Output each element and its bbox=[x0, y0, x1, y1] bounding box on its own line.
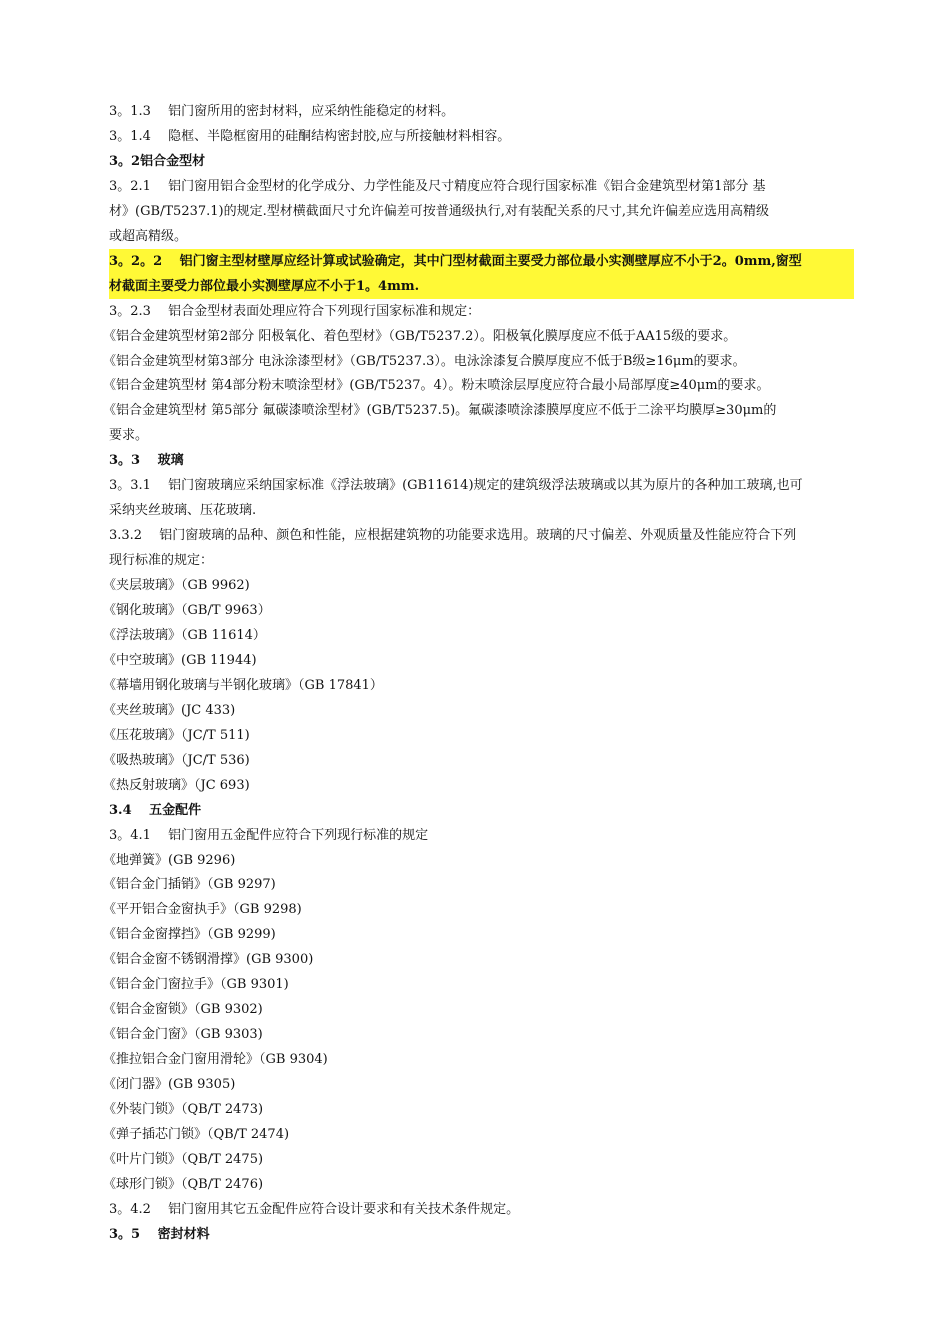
text-line: 采纳夹丝玻璃、压花玻璃. bbox=[109, 503, 257, 519]
text-line: 3。4.1 铝门窗用五金配件应符合下列现行标准的规定 bbox=[109, 827, 429, 843]
text-line: 《浮法玻璃》（GB 11614） bbox=[103, 627, 266, 643]
text-line: 3。3 玻璃 bbox=[109, 453, 184, 469]
text-line: 3.3.2 铝门窗玻璃的品种、颜色和性能，应根据建筑物的功能要求选用。玻璃的尺寸偏差、外观质量及性能应符合下列 bbox=[109, 528, 797, 544]
text-line: 或超高精级。 bbox=[109, 228, 188, 244]
text-line: 材截面主要受力部位最小实测壁厚应不小于1。4mm. bbox=[109, 274, 854, 299]
text-line: 3。5 密封材料 bbox=[109, 1226, 210, 1242]
text-line: 材》(GB/T5237.1)的规定.型材横截面尺寸允许偏差可按普通级执行,对有装配关系的尺寸,其允许偏差应选用高精级 bbox=[109, 203, 770, 219]
text-line: 《叶片门锁》（QB/T 2475) bbox=[103, 1151, 264, 1167]
text-line: 《铝合金建筑型材 第5部分 氟碳漆喷涂型材》(GB/T5237.5)。氟碳漆喷涂漆膜厚度应不低于二涂平均膜厚≥30μm的 bbox=[103, 403, 777, 419]
text-line: 《铝合金窗锁》（GB 9302) bbox=[103, 1002, 263, 1018]
text-line: 《推拉铝合金门窗用滑轮》（GB 9304) bbox=[103, 1052, 328, 1068]
text-line: 《外装门锁》（QB/T 2473) bbox=[103, 1102, 264, 1117]
text-line: 《吸热玻璃》（JC/T 536) bbox=[103, 752, 250, 768]
text-line: 3。4.2 铝门窗用其它五金配件应符合设计要求和有关技术条件规定。 bbox=[109, 1201, 520, 1217]
text-line: 3。2.1 铝门窗用铝合金型材的化学成分、力学性能及尺寸精度应符合现行国家标准《铝合金建筑型材第1部分 基 bbox=[109, 178, 766, 194]
text-line: 要求。 bbox=[109, 428, 149, 444]
text-line: 《球形门锁》（QB/T 2476) bbox=[103, 1176, 264, 1192]
text-line: 《闭门器》(GB 9305) bbox=[103, 1077, 236, 1093]
text-line: 《钢化玻璃》（GB/T 9963） bbox=[103, 603, 271, 618]
text-line: 3。1.4 隐框、半隐框窗用的硅酮结构密封胶,应与所接触材料相容。 bbox=[109, 128, 511, 144]
text-line: 《弹子插芯门锁》（QB/T 2474) bbox=[103, 1126, 290, 1142]
text-line: 《铝合金门窗拉手》（GB 9301) bbox=[103, 977, 289, 993]
text-line: 3.4 五金配件 bbox=[109, 802, 202, 818]
text-line: 3。2。2 铝门窗主型材壁厚应经计算或试验确定，其中门型材截面主要受力部位最小实测壁厚应不小于2。0mm,窗型 bbox=[109, 249, 854, 274]
text-line: 《幕墙用钢化玻璃与半钢化玻璃》（GB 17841） bbox=[103, 677, 383, 693]
text-line: 《铝合金门窗》（GB 9303) bbox=[103, 1027, 263, 1043]
text-line: 《铝合金门插销》（GB 9297) bbox=[103, 877, 276, 893]
text-line: 《铝合金窗撑挡》（GB 9299) bbox=[103, 927, 276, 943]
text-line: 《平开铝合金窗执手》（GB 9298) bbox=[103, 902, 302, 918]
text-line: 《热反射玻璃》（JC 693) bbox=[103, 777, 250, 793]
text-line: 《中空玻璃》(GB 11944) bbox=[103, 652, 257, 668]
text-line: 3。2铝合金型材 bbox=[109, 153, 206, 169]
text-line: 3。2.3 铝合金型材表面处理应符合下列现行国家标准和规定： bbox=[109, 303, 481, 319]
text-line: 《铝合金建筑型材第2部分 阳极氧化、着色型材》（GB/T5237.2）。阳极氧化膜厚度应不低于AA15级的要求。 bbox=[103, 328, 737, 344]
text-line: 《铝合金建筑型材第3部分 电泳涂漆型材》（GB/T5237.3）。电泳涂漆复合膜厚度应不低于B级≥16μm的要求。 bbox=[103, 353, 746, 369]
text-line: 3。1.3 铝门窗所用的密封材料，应采纳性能稳定的材料。 bbox=[109, 104, 455, 119]
text-line: 《铝合金窗不锈钢滑撑》(GB 9300) bbox=[103, 952, 314, 968]
text-line: 现行标准的规定： bbox=[109, 553, 214, 569]
text-line: 《压花玻璃》（JC/T 511) bbox=[103, 727, 250, 743]
text-line: 《夹丝玻璃》(JC 433) bbox=[103, 702, 236, 718]
text-line: 《地弹簧》(GB 9296) bbox=[103, 852, 236, 868]
text-line: 《铝合金建筑型材 第4部分粉末喷涂型材》(GB/T5237。4）。粉末喷涂层厚度应符合最小局部厚度≥40μm的要求。 bbox=[103, 378, 770, 394]
text-line: 3。3.1 铝门窗玻璃应采纳国家标准《浮法玻璃》(GB11614)规定的建筑级浮法玻璃或以其为原片的各种加工玻璃,也可 bbox=[109, 478, 803, 494]
text-line: 《夹层玻璃》（GB 9962) bbox=[103, 578, 250, 594]
